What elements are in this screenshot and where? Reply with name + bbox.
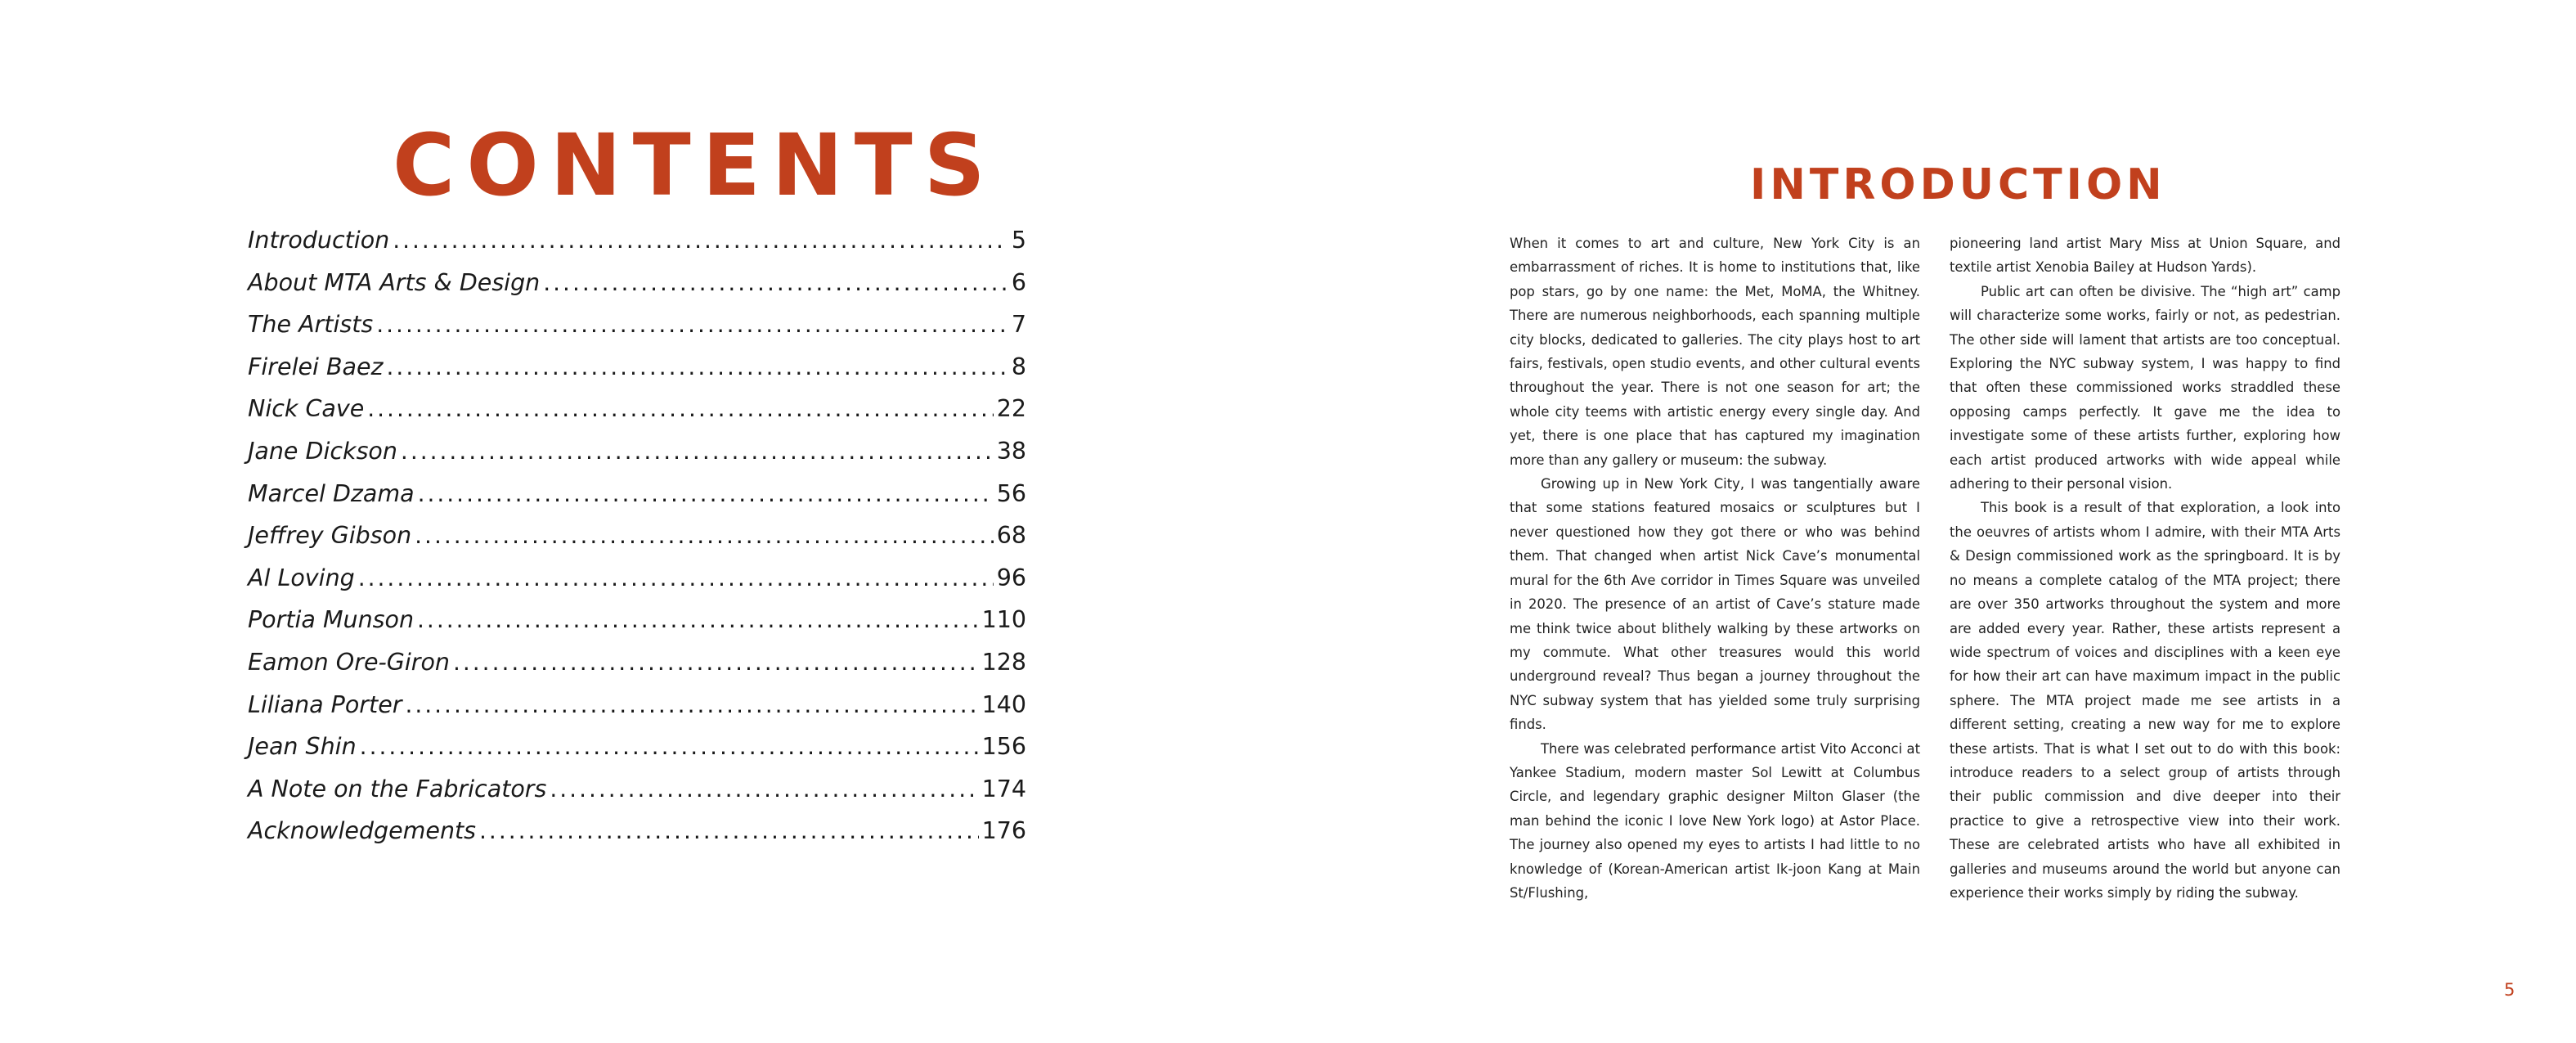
- toc-entry[interactable]: [248, 438, 1026, 480]
- toc-entry-title: Jean Shin: [248, 733, 357, 761]
- toc-entry[interactable]: [248, 776, 1026, 818]
- contents-heading: CONTENTS: [393, 115, 997, 215]
- toc-leader-dots: [401, 438, 994, 465]
- intro-paragraph: Growing up in New York City, I was tangentially aware that some stations featured mosaics or sculptures but I never questioned how they got there or who was behind them. That changed when artist Nick Cave’s monumental mural for the 6th Ave corridor in Times Square was unveiled in 2020. The presence of an artist of Cave’s stature made me think twice about blithely walking by these artworks on my commute. What other treasures would this world underground reveal? Thus began a journey throughout the NYC subway system that has yielded some truly surprising finds.: [1510, 476, 1920, 733]
- toc-entry-page: 140: [981, 690, 1026, 718]
- toc-leader-dots: [418, 480, 994, 507]
- toc-entry-title: Jeffrey Gibson: [248, 522, 412, 550]
- toc-leader-dots: [550, 776, 978, 802]
- toc-leader-dots: [387, 353, 1008, 380]
- toc-entry-page: 38: [996, 437, 1026, 465]
- toc-entry[interactable]: [248, 564, 1026, 607]
- toc-leader-dots: [376, 311, 1008, 338]
- toc-leader-dots: [479, 817, 979, 844]
- toc-leader-dots: [453, 649, 979, 676]
- intro-paragraph: When it comes to art and culture, New York City is an embarrassment of riches. It is home to institutions that, like pop stars, go by one name: the Met, MoMA, the Whitney. There are numerous neighborhoods, each spanning multiple city blocks, dedicated to galleries. The city plays host to art fairs, festivals, open studio events, and other cultural events throughout the year. There is not one season for art; the whole city teems with artistic energy every single day. And yet, there is one place that has captured my imagination more than any gallery or museum: the subway.: [1510, 236, 1920, 468]
- toc-entry-title: Portia Munson: [248, 606, 415, 634]
- toc-entry-page: 7: [1011, 311, 1026, 339]
- toc-leader-dots: [367, 395, 993, 422]
- toc-entry[interactable]: [248, 353, 1026, 396]
- toc-entry-page: 176: [981, 817, 1026, 845]
- toc-entry[interactable]: [248, 395, 1026, 438]
- intro-column-right: [1950, 232, 2340, 905]
- toc-leader-dots: [360, 733, 979, 760]
- toc-entry-page: 22: [996, 395, 1026, 423]
- toc-entry-title: Marcel Dzama: [248, 479, 415, 507]
- table-of-contents: [248, 227, 1026, 860]
- toc-entry-title: Al Loving: [248, 564, 355, 591]
- page-number: 5: [2504, 980, 2515, 1000]
- toc-entry-page: 6: [1011, 268, 1026, 296]
- toc-leader-dots: [393, 227, 1008, 254]
- toc-entry[interactable]: [248, 817, 1026, 860]
- toc-entry-page: 8: [1011, 353, 1026, 380]
- toc-entry-page: 68: [996, 522, 1026, 550]
- toc-leader-dots: [415, 522, 994, 549]
- toc-entry-title: The Artists: [248, 311, 374, 339]
- toc-entry[interactable]: [248, 606, 1026, 649]
- toc-entry-title: Introduction: [248, 227, 390, 254]
- intro-column-left: [1510, 232, 1920, 905]
- toc-entry[interactable]: [248, 649, 1026, 691]
- toc-entry-page: 156: [981, 733, 1026, 761]
- toc-entry[interactable]: [248, 269, 1026, 312]
- toc-entry-title: Firelei Baez: [248, 353, 384, 380]
- toc-entry-page: 96: [996, 564, 1026, 591]
- toc-entry-page: 174: [981, 775, 1026, 802]
- toc-entry-title: A Note on the Fabricators: [248, 775, 547, 802]
- toc-entry-title: Jane Dickson: [248, 437, 397, 465]
- toc-entry-page: 128: [981, 648, 1026, 676]
- intro-paragraph: pioneering land artist Mary Miss at Union Square, and textile artist Xenobia Bailey at Hudson Yards).: [1950, 236, 2340, 276]
- toc-entry[interactable]: [248, 691, 1026, 734]
- toc-entry[interactable]: [248, 311, 1026, 353]
- introduction-heading: INTRODUCTION: [1750, 160, 2166, 209]
- toc-entry-title: Liliana Porter: [248, 690, 402, 718]
- intro-paragraph: This book is a result of that exploration, a look into the oeuvres of artists whom I admire, with their MTA Arts & Design commissioned work as the springboard. It is by no means a complete catalog of the MTA project; there are over 350 artworks throughout the system and more are added every year. Rather, these artists represent a wide spectrum of voices and disciplines with a keen eye for how their art can have maximum impact in the public sphere. The MTA project made me see artists in a different setting, creating a new way for me to explore these artists. That is what I set out to do with this book: introduce readers to a select group of artists through their public commission and dive deeper into their practice to give a retrospective view into their work. These are celebrated artists who have all exhibited in galleries and museums around the world but anyone can experience their works simply by riding the subway.: [1950, 500, 2340, 901]
- toc-entry[interactable]: [248, 522, 1026, 564]
- toc-entry[interactable]: [248, 733, 1026, 776]
- intro-paragraph: Public art can often be divisive. The “high art” camp will characterize some works, fairly or not, as pedestrian. The other side will lament that artists are too conceptual. Exploring the NYC subway system, I was happy to find that often these commissioned works straddled these opposing camps perfectly. It gave me the idea to investigate some of these artists further, exploring how each artist produced artworks with wide appeal while adhering to their personal vision.: [1950, 283, 2340, 492]
- toc-leader-dots: [405, 691, 978, 718]
- toc-entry-page: 56: [996, 479, 1026, 507]
- toc-leader-dots: [358, 564, 994, 591]
- toc-leader-dots: [543, 269, 1008, 296]
- intro-paragraph: There was celebrated performance artist Vito Acconci at Yankee Stadium, modern master Sol Lewitt at Columbus Circle, and legendary graphic designer Milton Glaser (the man behind the iconic I love New York logo) at Astor Place. The journey also opened my eyes to artists I had little to no knowledge of (Korean-American artist Ik-joon Kang at Main St/Flushing,: [1510, 740, 1920, 901]
- toc-entry-page: 5: [1011, 227, 1026, 254]
- toc-entry[interactable]: [248, 227, 1026, 269]
- toc-entry[interactable]: [248, 480, 1026, 523]
- toc-entry-title: Nick Cave: [248, 395, 365, 423]
- toc-entry-title: Acknowledgements: [248, 817, 477, 845]
- toc-leader-dots: [417, 606, 979, 633]
- toc-entry-page: 110: [981, 606, 1026, 634]
- toc-entry-title: About MTA Arts & Design: [248, 268, 541, 296]
- toc-entry-title: Eamon Ore-Giron: [248, 648, 450, 676]
